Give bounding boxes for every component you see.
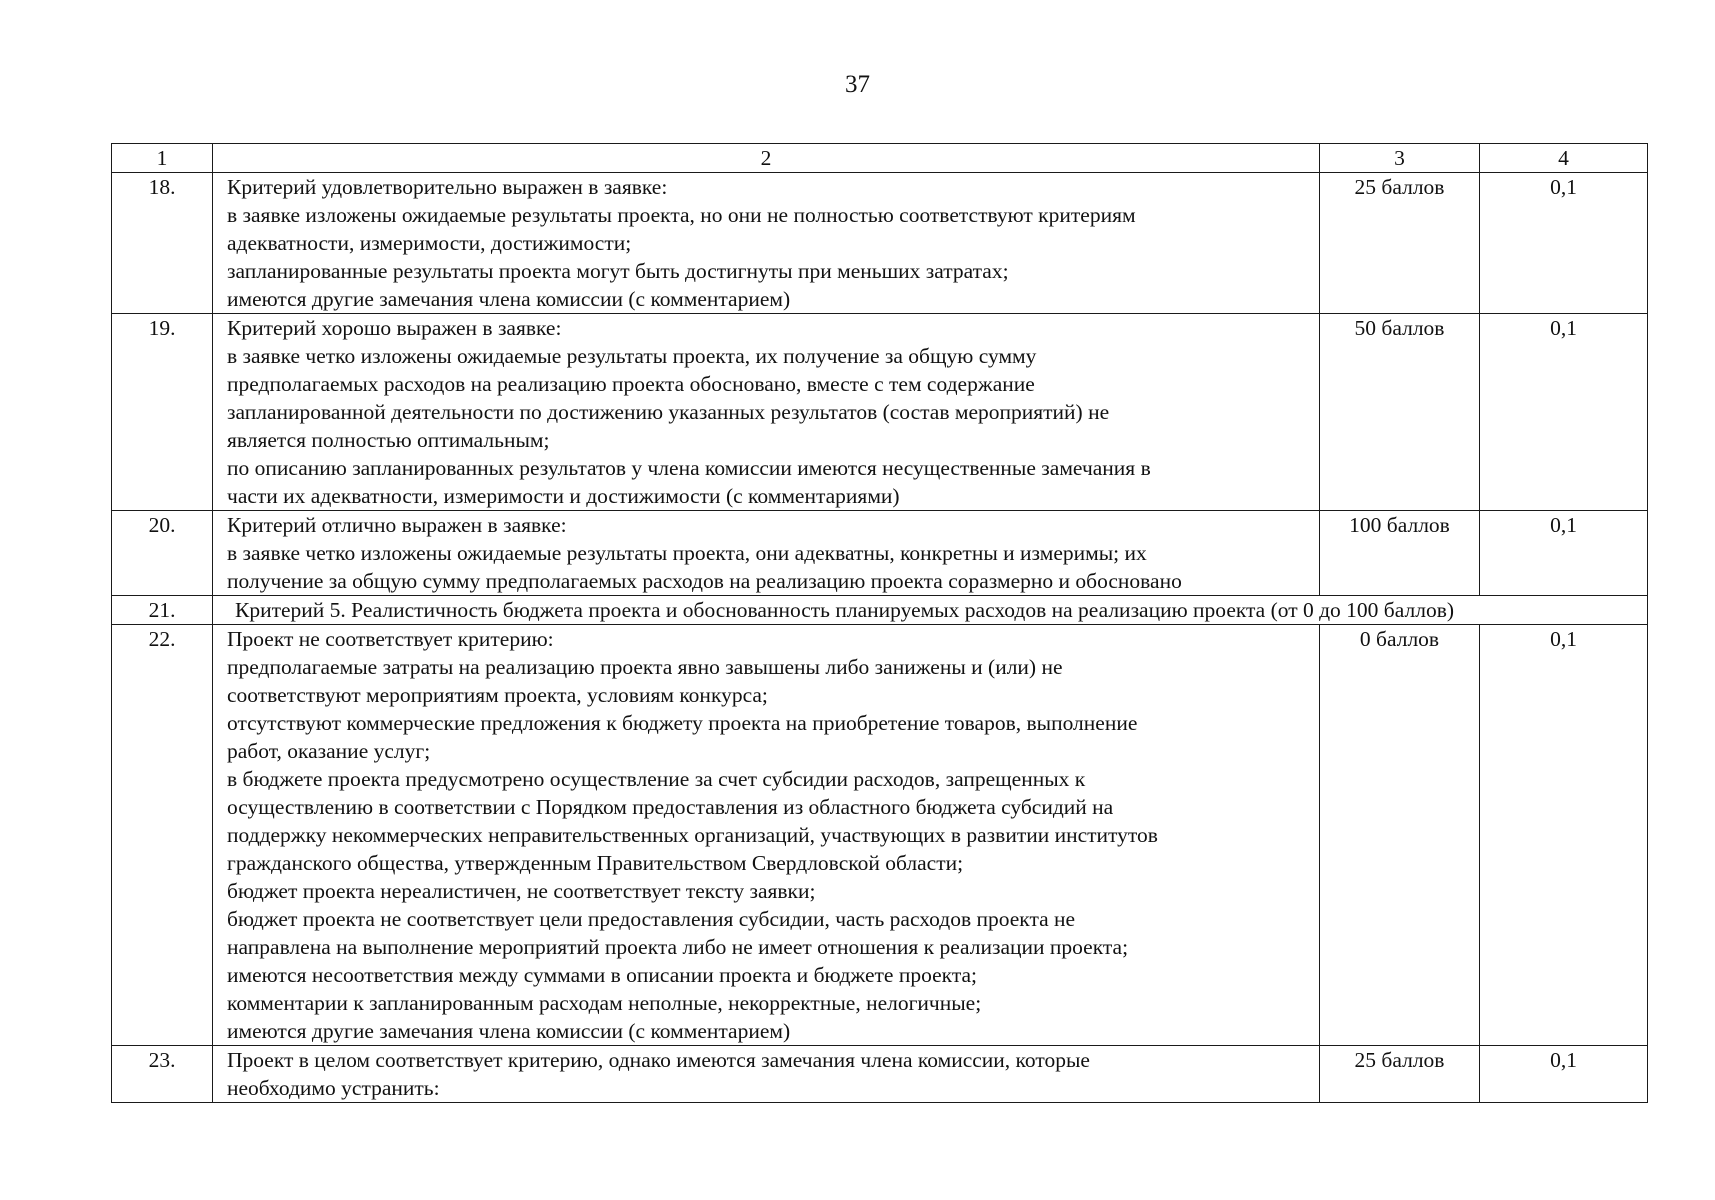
table-row — [112, 625, 1648, 1046]
row-number: 20. — [112, 511, 213, 596]
criterion-line: комментарии к запланированным расходам неполные, некорректные, нелогичные; — [227, 991, 982, 1015]
criterion-line: адекватности, измеримости, достижимости; — [227, 231, 632, 255]
criterion-line: предполагаемых расходов на реализацию проекта обосновано, вместе с тем содержание — [227, 372, 1035, 396]
criterion-line: имеются другие замечания члена комиссии (с комментарием) — [227, 287, 791, 311]
weight-value: 0,1 — [1480, 314, 1648, 511]
table-row — [112, 511, 1648, 596]
criterion-description — [213, 1046, 1320, 1103]
table-row — [112, 1046, 1648, 1103]
table-row — [112, 314, 1648, 511]
weight-value: 0,1 — [1480, 173, 1648, 314]
criterion-line: имеются другие замечания члена комиссии (с комментарием) — [227, 1019, 791, 1043]
points-value: 50 баллов — [1320, 314, 1480, 511]
criterion-line: соответствуют мероприятиям проекта, условиям конкурса; — [227, 683, 768, 707]
criterion-line: в заявке четко изложены ожидаемые результаты проекта, они адекватны, конкретны и измеримы; их — [227, 541, 1147, 565]
column-header: 2 — [213, 144, 1320, 173]
column-header: 1 — [112, 144, 213, 173]
weight-value: 0,1 — [1480, 1046, 1648, 1103]
points-value: 100 баллов — [1320, 511, 1480, 596]
weight-value: 0,1 — [1480, 511, 1648, 596]
row-number: 19. — [112, 314, 213, 511]
points-value: 25 баллов — [1320, 1046, 1480, 1103]
criterion-line: Проект не соответствует критерию: — [227, 627, 554, 651]
column-header: 4 — [1480, 144, 1648, 173]
criterion-description — [213, 173, 1320, 314]
table-row — [112, 173, 1648, 314]
criterion-line: Критерий хорошо выражен в заявке: — [227, 316, 562, 340]
points-value: 0 баллов — [1320, 625, 1480, 1046]
criterion-line: гражданского общества, утвержденным Правительством Свердловской области; — [227, 851, 964, 875]
criterion-line: в заявке четко изложены ожидаемые результаты проекта, их получение за общую сумму — [227, 344, 1037, 368]
points-value: 25 баллов — [1320, 173, 1480, 314]
criterion-line: запланированной деятельности по достижению указанных результатов (состав мероприятий) не — [227, 400, 1110, 424]
criterion-line: бюджет проекта не соответствует цели предоставления субсидии, часть расходов проекта не — [227, 907, 1076, 931]
row-number: 18. — [112, 173, 213, 314]
criterion-line: отсутствуют коммерческие предложения к бюджету проекта на приобретение товаров, выполнение — [227, 711, 1138, 735]
criterion-line: получение за общую сумму предполагаемых расходов на реализацию проекта соразмерно и обосновано — [227, 569, 1182, 593]
row-number: 21. — [112, 596, 213, 625]
criterion-line: является полностью оптимальным; — [227, 428, 550, 452]
criterion-line: запланированные результаты проекта могут быть достигнуты при меньших затратах; — [227, 259, 1009, 283]
criterion-line: в заявке изложены ожидаемые результаты проекта, но они не полностью соответствуют критериям — [227, 203, 1136, 227]
section-row — [112, 596, 1648, 625]
criterion-line: работ, оказание услуг; — [227, 739, 431, 763]
row-number: 22. — [112, 625, 213, 1046]
section-heading: Критерий 5. Реалистичность бюджета проекта и обоснованность планируемых расходов на реализацию проекта (от 0 до 100 баллов) — [213, 596, 1648, 625]
column-header: 3 — [1320, 144, 1480, 173]
row-number: 23. — [112, 1046, 213, 1103]
criterion-description — [213, 625, 1320, 1046]
page-number: 37 — [845, 71, 870, 98]
criterion-line: предполагаемые затраты на реализацию проекта явно завышены либо занижены и (или) не — [227, 655, 1063, 679]
criterion-line: необходимо устранить: — [227, 1076, 440, 1100]
criterion-line: направлена на выполнение мероприятий проекта либо не имеет отношения к реализации проекта; — [227, 935, 1129, 959]
criterion-line: Критерий удовлетворительно выражен в заявке: — [227, 175, 668, 199]
criterion-line: бюджет проекта нереалистичен, не соответствует тексту заявки; — [227, 879, 816, 903]
criterion-line: в бюджете проекта предусмотрено осуществление за счет субсидии расходов, запрещенных к — [227, 767, 1086, 791]
criterion-line: Проект в целом соответствует критерию, однако имеются замечания члена комиссии, которые — [227, 1048, 1090, 1072]
weight-value: 0,1 — [1480, 625, 1648, 1046]
criteria-table — [111, 143, 1648, 1103]
table-header-row — [112, 144, 1648, 173]
criterion-line: имеются несоответствия между суммами в описании проекта и бюджете проекта; — [227, 963, 977, 987]
criterion-line: осуществлению в соответствии с Порядком предоставления из областного бюджета субсидий на — [227, 795, 1114, 819]
criterion-description — [213, 511, 1320, 596]
criterion-description — [213, 314, 1320, 511]
criterion-line: поддержку некоммерческих неправительственных организаций, участвующих в развитии институтов — [227, 823, 1158, 847]
criterion-line: части их адекватности, измеримости и достижимости (с комментариями) — [227, 484, 900, 508]
criterion-line: по описанию запланированных результатов у члена комиссии имеются несущественные замечания в — [227, 456, 1151, 480]
criterion-line: Критерий отлично выражен в заявке: — [227, 513, 567, 537]
